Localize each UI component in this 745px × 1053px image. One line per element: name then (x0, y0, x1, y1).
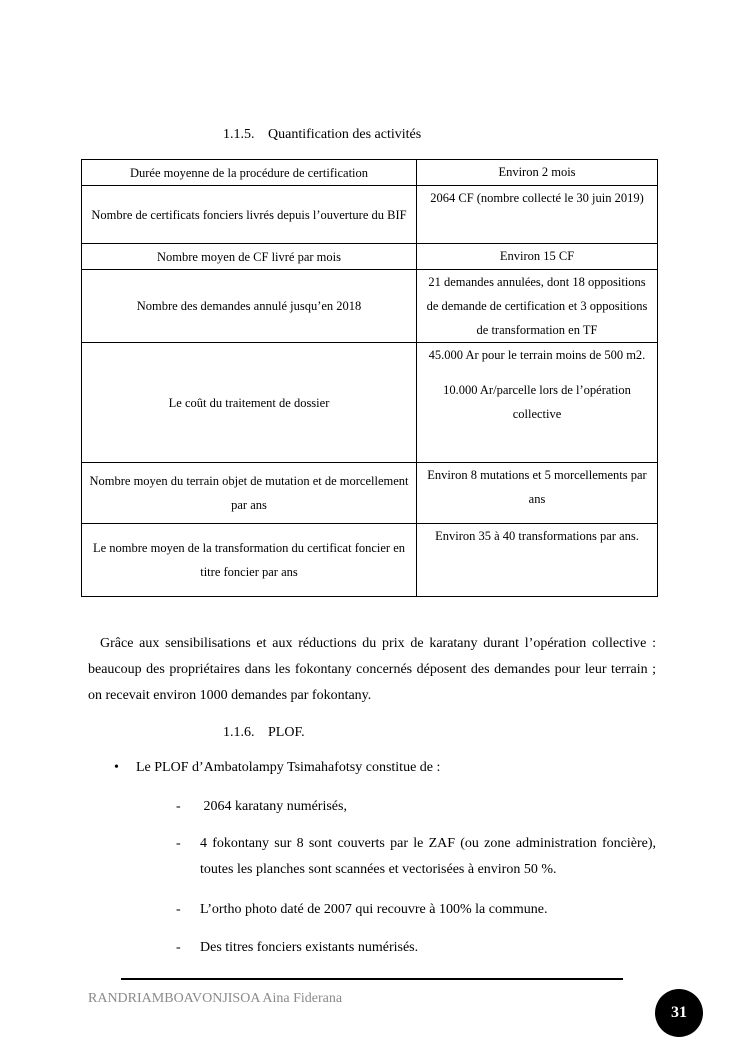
row-label: Nombre moyen du terrain objet de mutation et de morcellement par ans (82, 463, 417, 524)
bullet-text: Le PLOF d’Ambatolampy Tsimahafotsy constitue de : (136, 760, 441, 775)
table-row (82, 524, 658, 597)
list-item (176, 935, 656, 961)
section-heading-1-1-6 (223, 725, 305, 741)
row-value: Environ 35 à 40 transformations par ans. (417, 524, 658, 597)
table-row (82, 343, 658, 463)
footer-divider (121, 978, 623, 980)
section-title: Quantification des activités (268, 127, 422, 142)
table-row (82, 186, 658, 244)
bullet-icon: • (114, 760, 119, 775)
row-value: Environ 8 mutations et 5 morcellements par ans (417, 463, 658, 524)
dash-icon: - (176, 902, 181, 917)
row-value: 45.000 Ar pour le terrain moins de 500 m2. 10.000 Ar/parcelle lors de l’opération collective (417, 343, 658, 463)
row-label: Le coût du traitement de dossier (82, 343, 417, 463)
table-row (82, 270, 658, 343)
row-value: 21 demandes annulées, dont 18 oppositions de demande de certification et 3 oppositions de transformation en TF (417, 270, 658, 343)
table-row (82, 160, 658, 186)
row-label: Nombre de certificats fonciers livrés depuis l’ouverture du BIF (82, 186, 417, 244)
row-label: Durée moyenne de la procédure de certification (82, 160, 417, 186)
row-label: Le nombre moyen de la transformation du certificat foncier en titre foncier par ans (82, 524, 417, 597)
row-value: 2064 CF (nombre collecté le 30 juin 2019) (417, 186, 658, 244)
table-row (82, 244, 658, 270)
row-label: Nombre des demandes annulé jusqu’en 2018 (82, 270, 417, 343)
quantification-table (81, 159, 658, 597)
footer-author: RANDRIAMBOAVONJISOA Aina Fiderana (88, 991, 343, 1006)
row-value: Environ 2 mois (417, 160, 658, 186)
section-heading-1-1-5 (223, 127, 421, 143)
list-item (176, 897, 656, 923)
row-value: Environ 15 CF (417, 244, 658, 270)
page-number-badge: 31 (655, 989, 703, 1037)
list-item (176, 794, 656, 820)
bullet-item (114, 760, 440, 776)
list-item-text: Des titres fonciers existants numérisés. (200, 940, 419, 955)
list-item (176, 831, 656, 883)
section-number: 1.1.5. (223, 127, 255, 142)
list-item-text: 2064 karatany numérisés, (200, 799, 347, 814)
dash-icon: - (176, 836, 181, 851)
row-label: Nombre moyen de CF livré par mois (82, 244, 417, 270)
section-title: PLOF. (268, 725, 305, 740)
dash-icon: - (176, 940, 181, 955)
table-row (82, 463, 658, 524)
body-paragraph: Grâce aux sensibilisations et aux réductions du prix de karatany durant l’opération collective : beaucoup des propriétaires dans les fokontany concernés déposent des demandes pour leur terrain ; on recevait environ 1000 demandes par fokontany. (88, 636, 656, 703)
list-item-text: 4 fokontany sur 8 sont couverts par le ZAF (ou zone administration foncière), toutes les planches sont scannées et vectorisées à environ 50 %. (200, 836, 656, 877)
dash-icon: - (176, 799, 181, 814)
section-number: 1.1.6. (223, 725, 255, 740)
list-item-text: L’ortho photo daté de 2007 qui recouvre à 100% la commune. (200, 902, 548, 917)
